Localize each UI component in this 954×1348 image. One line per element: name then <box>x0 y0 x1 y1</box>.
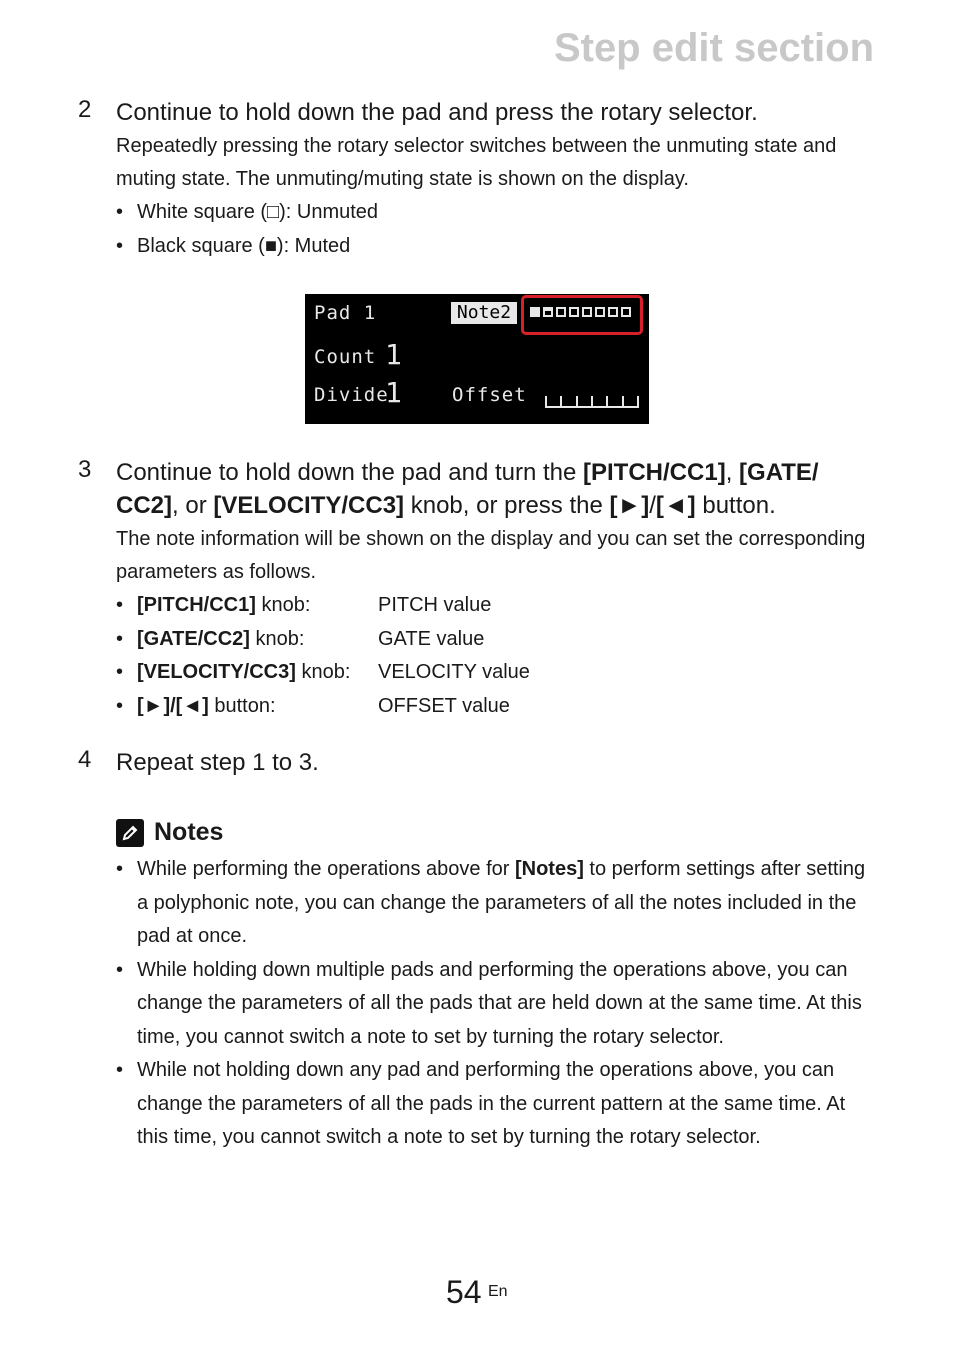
step-heading: Continue to hold down the pad and turn the [PITCH/CC1], [GATE/ CC2], or [VELOCITY/CC3] knob, or press the [►]/[◄] button. <box>116 459 819 519</box>
list-item: • [►]/[◄] button: OFFSET value <box>116 690 878 724</box>
parameter-list <box>116 589 878 723</box>
mute-state-list <box>116 196 878 263</box>
device-display <box>305 294 649 424</box>
step-number: 4 <box>78 746 92 773</box>
list-item: • [PITCH/CC1] knob: PITCH value <box>116 589 878 623</box>
notes-title: Notes <box>154 818 224 846</box>
page-number: 54 <box>446 1274 482 1310</box>
step-body: The note information will be shown on the display and you can set the corresponding parameters as follows. <box>116 528 866 583</box>
count-value: 1 <box>385 338 403 371</box>
list-item: • While holding down multiple pads and performing the operations above, you can change the parameters of all the pads that are held down at the same time. At this time, you cannot switch a note to set by turning the rotary selector. <box>116 954 876 1055</box>
list-item: • White square (□): Unmuted <box>116 196 878 230</box>
pencil-note-icon <box>116 819 144 847</box>
pad-label: Pad 1 <box>314 302 377 324</box>
offset-label: Offset <box>452 384 527 406</box>
list-item: • While performing the operations above for [Notes] to perform settings after setting a polyphonic note, you can change the parameters of all the notes included in the pad at once. <box>116 853 876 954</box>
step-number: 3 <box>78 456 92 483</box>
divide-label: Divide <box>314 384 389 406</box>
step-heading: Continue to hold down the pad and press the rotary selector. <box>116 99 758 126</box>
section-title: Step edit section <box>553 26 874 70</box>
highlight-frame <box>521 295 643 335</box>
offset-indicator <box>545 394 639 408</box>
notes-list <box>116 853 876 1155</box>
divide-value: 1 <box>385 376 403 409</box>
step-body: Repeatedly pressing the rotary selector switches between the unmuting state and muting state. The unmuting/muting state is shown on the display. <box>116 135 837 190</box>
notes-header <box>116 818 223 847</box>
step-number: 2 <box>78 96 92 123</box>
count-label: Count <box>314 346 377 368</box>
step-heading: Repeat step 1 to 3. <box>116 749 319 776</box>
step-4 <box>78 746 878 779</box>
list-item: • While not holding down any pad and performing the operations above, you can change the parameters of all the pads in the current pattern at the same time. At this time, you cannot switch a note to set by turning the rotary selector. <box>116 1054 876 1155</box>
note-label: Note2 <box>451 302 517 324</box>
list-item: • [GATE/CC2] knob: GATE value <box>116 623 878 657</box>
list-item: • Black square (■): Muted <box>116 230 878 264</box>
step-3 <box>78 456 878 723</box>
step-2 <box>78 96 878 263</box>
list-item: • [VELOCITY/CC3] knob: VELOCITY value <box>116 656 878 690</box>
page-language: En <box>488 1283 508 1300</box>
